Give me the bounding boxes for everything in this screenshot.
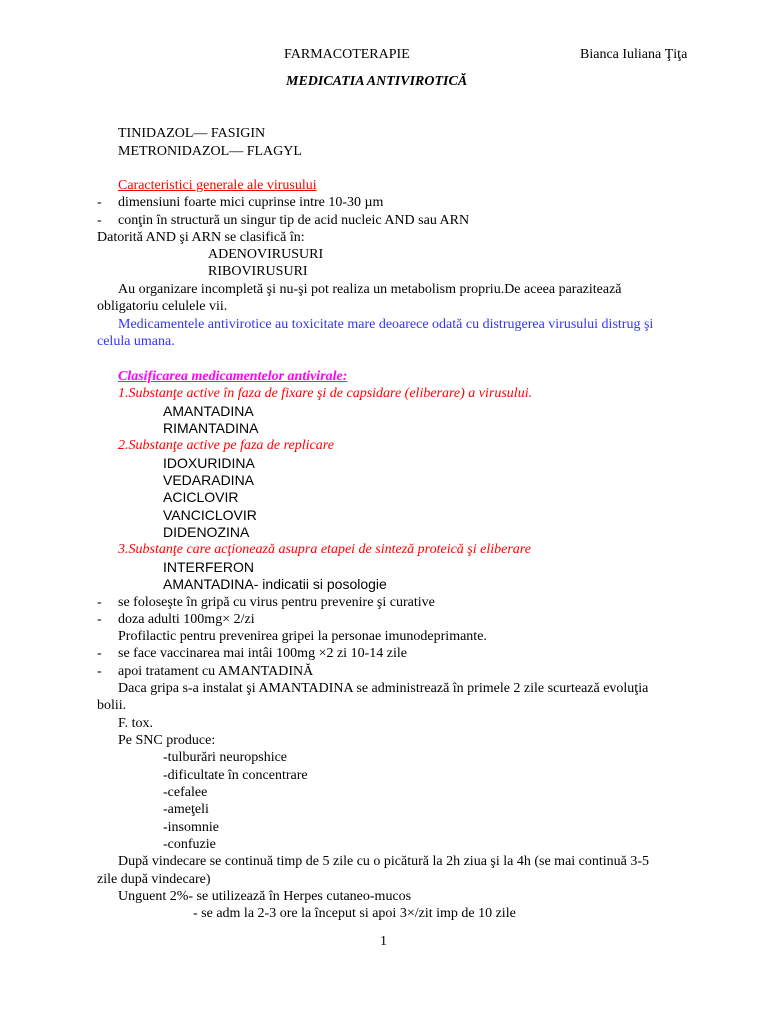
after-healing-l2: zile după vindecare) (97, 872, 211, 887)
side-effect-item: -dificultate în concentrare (163, 768, 308, 783)
posology-bullet-4: apoi tratament cu AMANTADINĂ (118, 664, 314, 679)
group-3-heading: 3.Substanţe care acţionează asupra etapei de sinteză proteică şi eliberare (118, 542, 531, 557)
section-heading-virus: Caracteristici generale ale virusului (118, 178, 317, 193)
group-3-item: INTERFERON (163, 559, 254, 575)
flu-paragraph-l2: bolii. (97, 698, 127, 713)
posology-bullet-1: se foloseşte în gripă cu virus pentru prevenire şi curative (118, 595, 435, 610)
snc-label: Pe SNC produce: (118, 733, 216, 748)
flu-paragraph-l1: Daca gripa s-a instalat şi AMANTADINA se administrează în primele 2 zile scurtează evoluţia (118, 681, 649, 696)
ointment-line: Unguent 2%- se utilizează în Herpes cutaneo-mucos (118, 889, 412, 904)
paragraph-organization-l1: Au organizare incompletă şi nu-şi pot realiza un metabolism propriu.De aceea parazitează (118, 282, 622, 297)
group-3-item: AMANTADINA- indicatii si posologie (163, 576, 387, 592)
side-effect-item: -ameţeli (163, 802, 209, 817)
ftox-label: F. tox. (118, 716, 154, 731)
virus-bullet-1: dimensiuni foarte mici cuprinse intre 10-30 µm (118, 195, 384, 210)
group-2-item: VEDARADINA (163, 472, 255, 488)
bullet-marker: - (97, 664, 102, 679)
author-name: Bianca Iuliana Ţiţa (580, 47, 688, 62)
side-effect-item: -cefalee (163, 785, 208, 800)
group-1-heading: 1.Substanţe active în faza de fixare şi de capsidare (eliberare) a virusului. (118, 386, 533, 401)
side-effect-item: -confuzie (163, 837, 216, 852)
side-effect-item: -insomnie (163, 820, 219, 835)
group-2-item: IDOXURIDINA (163, 455, 255, 471)
group-2-item: DIDENOZINA (163, 524, 250, 540)
posology-bullet-3: se face vaccinarea mai intâi 100mg ×2 zi 10-14 zile (118, 646, 407, 661)
bullet-marker: - (97, 213, 102, 228)
bullet-marker: - (97, 646, 102, 661)
drug-line-1: TINIDAZOL— FASIGIN (118, 126, 266, 141)
paragraph-organization-l2: obligatoriu celulele vii. (97, 299, 228, 314)
course-title: FARMACOTERAPIE (284, 47, 410, 62)
page-number: 1 (380, 934, 387, 949)
class-item-2: RIBOVIRUSURI (208, 264, 308, 279)
drug-line-2: METRONIDAZOL— FLAGYL (118, 144, 302, 159)
group-2-item: ACICLOVIR (163, 489, 239, 505)
bullet-marker: - (97, 595, 102, 610)
posology-bullet-2: doza adulti 100mg× 2/zi (118, 612, 255, 627)
after-healing-l1: După vindecare se continuă timp de 5 zile cu o picătură la 2h ziua şi la 4h (se mai continuă 3-5 (118, 854, 650, 869)
paragraph-toxicity-l1: Medicamentele antivirotice au toxicitate mare deoarece odată cu distrugerea virusului distrug şi (118, 317, 654, 332)
side-effect-item: -tulburări neuropshice (163, 750, 288, 765)
group-1-item: RIMANTADINA (163, 420, 259, 436)
group-2-item: VANCICLOVIR (163, 507, 257, 523)
virus-bullet-2: conţin în structură un singur tip de acid nucleic AND sau ARN (118, 213, 470, 228)
paragraph-toxicity-l2: celula umana. (97, 334, 175, 349)
document-title: MEDICATIA ANTIVIROTICĂ (286, 74, 468, 89)
prophylaxis-line: Profilactic pentru prevenirea gripei la personae imunodeprimante. (118, 629, 487, 644)
classification-line: Datorită AND şi ARN se clasifică în: (97, 230, 305, 245)
section-heading-classification: Clasificarea medicamentelor antivirale: (118, 369, 348, 384)
ointment-dosing-line: - se adm la 2-3 ore la început si apoi 3×/zit imp de 10 zile (193, 906, 516, 921)
bullet-marker: - (97, 195, 102, 210)
bullet-marker: - (97, 612, 102, 627)
group-1-item: AMANTADINA (163, 403, 254, 419)
group-2-heading: 2.Substanţe active pe faza de replicare (118, 438, 334, 453)
class-item-1: ADENOVIRUSURI (208, 247, 324, 262)
